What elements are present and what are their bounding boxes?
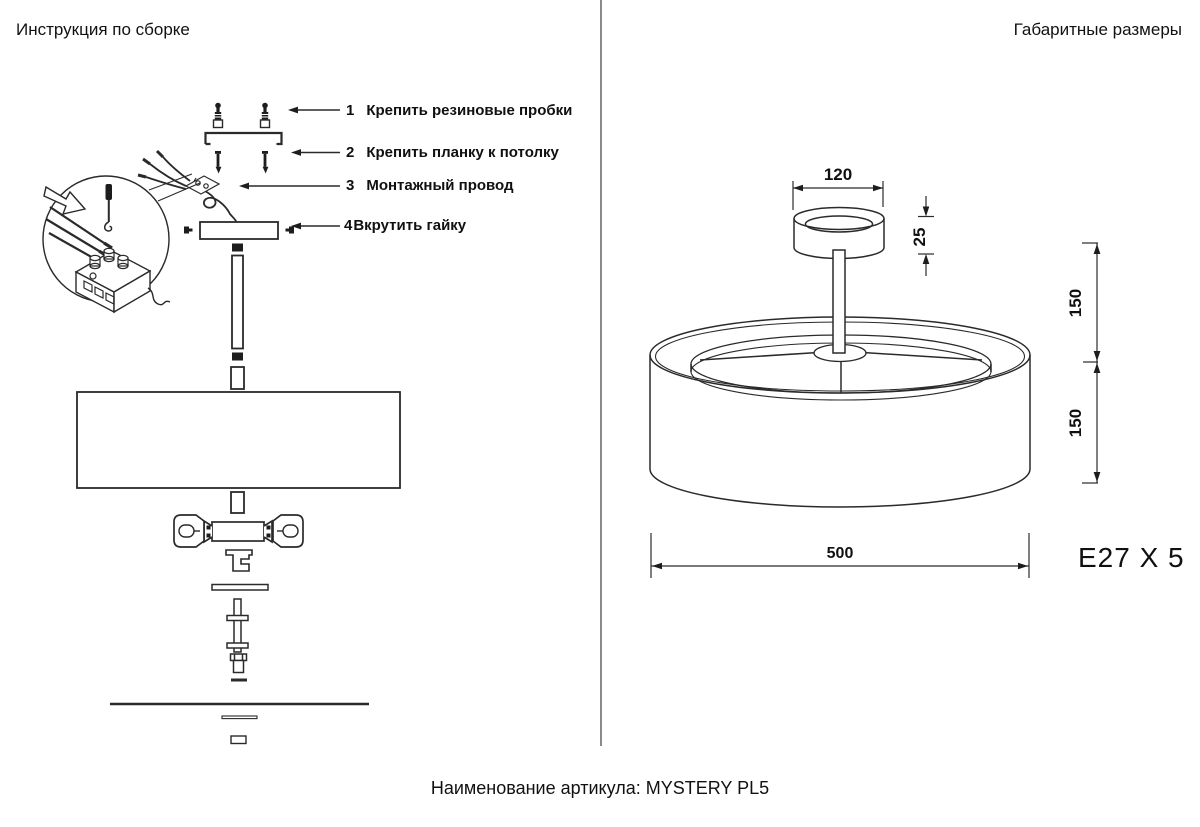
rod-stub-lower — [231, 492, 244, 513]
dimensions-diagram — [650, 181, 1100, 578]
assembly-step-2 — [346, 144, 559, 161]
side-nut-left — [184, 227, 193, 234]
dim-120-lines — [793, 181, 883, 210]
assembly-step-1 — [346, 102, 572, 119]
rod-stub-upper — [231, 367, 244, 389]
step-1-label: Крепить резиновые пробки — [366, 102, 573, 119]
page-title-left: Инструкция по сборке — [16, 20, 190, 39]
mounting-screw-left — [215, 151, 221, 174]
stem-3d — [833, 250, 845, 353]
canopy-diameter-dim: 120 — [823, 165, 853, 184]
finial-rod — [227, 599, 248, 652]
step-3-label: Монтажный провод — [366, 177, 514, 194]
step-4-number: 4 — [344, 217, 353, 234]
mounting-bar — [206, 133, 282, 144]
clamp-piece — [226, 550, 252, 571]
diffuser-plate — [212, 585, 268, 591]
step-2-number: 2 — [346, 144, 355, 161]
step-1-number: 1 — [346, 102, 355, 119]
shade-diameter-dim: 500 — [826, 545, 854, 562]
step-4-label: Вкрутить гайку — [353, 217, 467, 234]
ceiling-plate — [200, 222, 278, 239]
detail-wires — [46, 207, 112, 264]
assembly-diagram — [43, 103, 400, 744]
page-title-right: Габаритные размеры — [1013, 20, 1182, 39]
finial-nut — [231, 654, 247, 673]
socket-spec-label: E27 X 5 — [1078, 542, 1185, 573]
lamp-shade-front — [77, 392, 400, 488]
rubber-plug-left — [214, 103, 223, 128]
shade-height-dim: 150 — [1066, 408, 1085, 438]
rod-connector-top — [232, 244, 243, 252]
step-3-number: 3 — [346, 177, 355, 194]
terminal-block-small — [186, 176, 219, 194]
assembly-step-3 — [346, 177, 514, 194]
rubber-plug-right — [261, 103, 270, 128]
screwdriver — [105, 184, 112, 231]
step-2-label: Крепить планку к потолку — [366, 144, 559, 161]
socket-assembly — [174, 515, 303, 547]
article-name-caption: Наименование артикула: MYSTERY PL5 — [430, 778, 770, 798]
upper-section-dim: 150 — [1066, 288, 1085, 318]
step-leader-arrows — [239, 107, 340, 230]
rod-connector-bottom — [232, 353, 243, 361]
mounting-screw-right — [262, 151, 268, 174]
bottom-cap — [231, 736, 246, 744]
assembly-step-4 — [344, 217, 466, 234]
canopy-height-dim: 25 — [910, 227, 929, 247]
side-nut-right — [286, 227, 295, 234]
bottom-plate-edge — [222, 716, 257, 719]
hanging-rod — [232, 256, 243, 349]
terminal-block — [76, 248, 170, 312]
